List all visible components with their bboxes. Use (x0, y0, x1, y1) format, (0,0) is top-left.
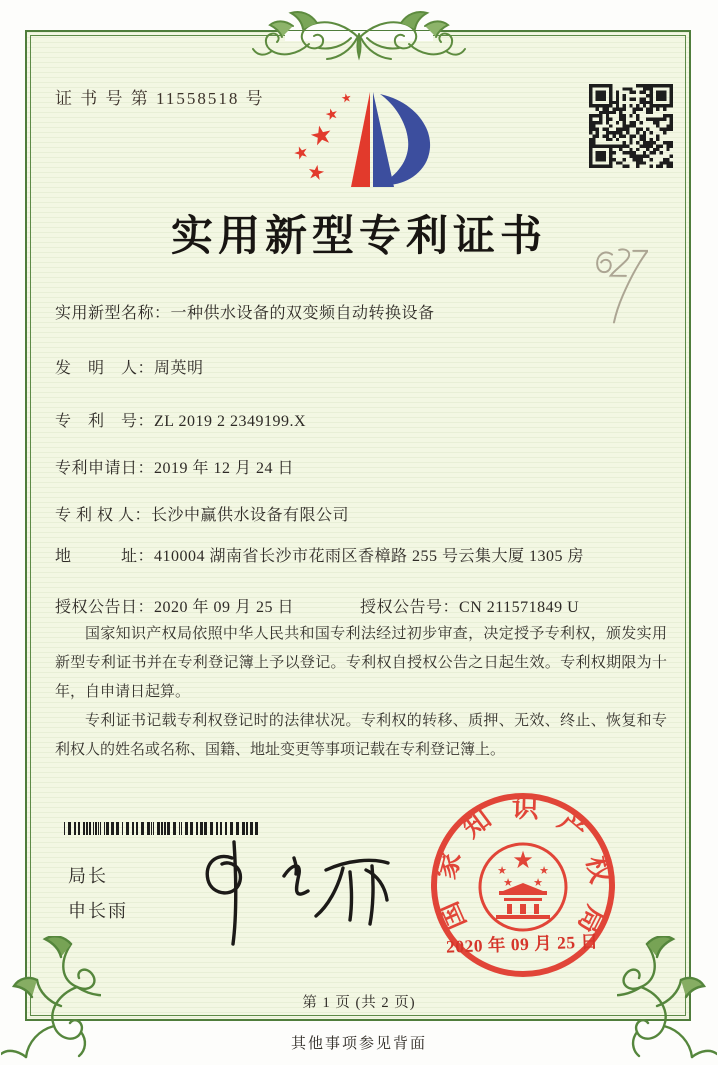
svg-text:★: ★ (339, 90, 353, 106)
field-row (55, 408, 306, 431)
svg-text:★: ★ (503, 876, 513, 889)
legal-paragraph-2: 专利证书记载专利权登记时的法律状况。专利权的转移、质押、无效、终止、恢复和专利权人的姓名或名称、国籍、地址变更等事项记载在专利登记簿上。 (55, 713, 667, 758)
national-emblem (480, 844, 566, 930)
field-row (55, 455, 294, 478)
qr-code-icon (589, 84, 673, 168)
seal-org-text: 国家知识产权局 (430, 792, 616, 939)
svg-text:★: ★ (305, 158, 328, 186)
grant-date-label: 授权公告日： (55, 599, 155, 616)
field-row (55, 502, 349, 525)
handwritten-pencil-mark (584, 238, 648, 330)
page-number: 第 1 页 (共 2 页) (302, 995, 416, 1011)
commissioner-name: 申长雨 (68, 901, 128, 921)
svg-text:★: ★ (539, 864, 549, 877)
field-value: 一种供水设备的双变频自动转换设备 (170, 305, 435, 322)
field-label: 实用新型名称： (55, 305, 171, 322)
barcode-icon (64, 822, 261, 835)
cnipa-logo-icon (283, 84, 438, 192)
field-label: 专 利 号： (55, 413, 155, 430)
certificate-title: 实用新型专利证书 (170, 214, 547, 260)
grant-no-label: 授权公告号： (360, 599, 460, 616)
field-label: 专 利 权 人： (55, 507, 152, 524)
field-value: 周英明 (154, 360, 204, 377)
grant-date-value: 2020 年 09 月 25 日 (154, 599, 295, 616)
top-flourish-ornament-icon (249, 4, 469, 64)
field-label: 专利申请日： (55, 460, 155, 477)
field-row (55, 300, 435, 323)
grant-row (55, 594, 580, 617)
field-row (55, 543, 584, 566)
svg-text:★: ★ (512, 846, 534, 874)
back-note: 其他事项参见背面 (290, 1036, 427, 1052)
svg-text:★: ★ (322, 103, 341, 125)
svg-text:★: ★ (290, 141, 312, 166)
field-value: 长沙中赢供水设备有限公司 (151, 507, 350, 524)
certificate-number: 证 书 号 第 11558518 号 (55, 89, 265, 108)
field-label: 发 明 人： (55, 360, 155, 377)
field-value: 2019 年 12 月 24 日 (154, 460, 295, 477)
grant-no-value: CN 211571849 U (459, 599, 580, 616)
legal-text (55, 620, 667, 765)
svg-text:★: ★ (497, 864, 507, 877)
field-value: ZL 2019 2 2349199.X (154, 413, 307, 430)
commissioner-signature-icon (180, 836, 395, 948)
field-label: 地 址： (55, 548, 155, 565)
svg-text:★: ★ (533, 876, 543, 889)
field-row (55, 355, 204, 378)
field-value: 410004 湖南省长沙市花雨区香樟路 255 号云集大厦 1305 房 (154, 548, 585, 565)
legal-paragraph-1: 国家知识产权局依照中华人民共和国专利法经过初步审查，决定授予专利权，颁发实用新型专利证书并在专利登记簿上予以登记。专利权自授权公告之日起生效。专利权期限为十年，自申请日起算。 (55, 626, 667, 700)
svg-text:★: ★ (306, 119, 336, 154)
commissioner-title: 局长 (68, 866, 108, 886)
seal-date: 2020 年 09 月 25 日 (445, 931, 599, 957)
